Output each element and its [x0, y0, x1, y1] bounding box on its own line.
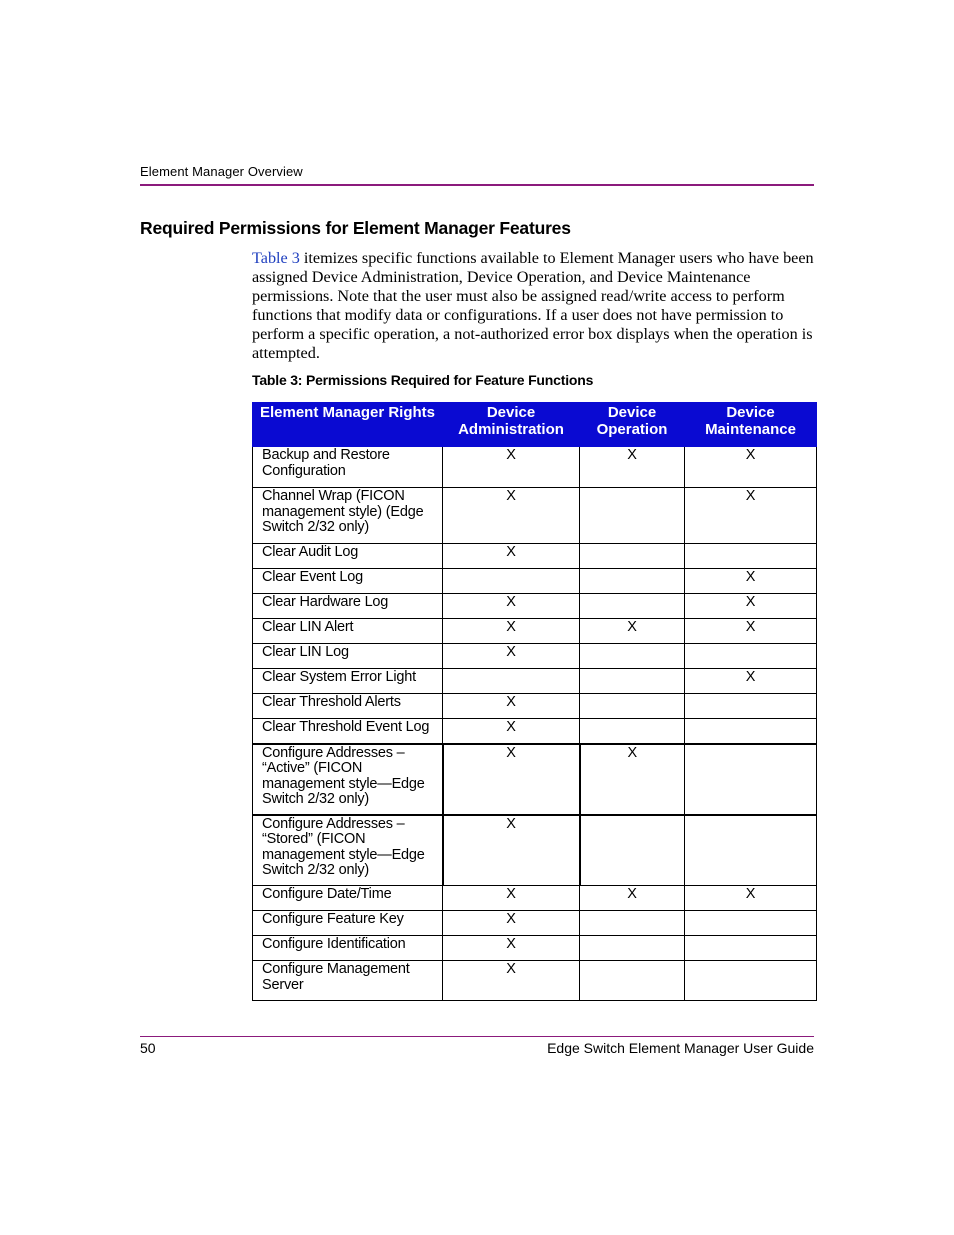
admin-cell: X	[443, 815, 580, 886]
admin-cell: X	[443, 447, 580, 488]
operation-cell: X	[580, 447, 685, 488]
maintenance-cell	[685, 911, 817, 936]
admin-cell: X	[443, 694, 580, 719]
table-row	[253, 569, 817, 594]
table-header-row	[253, 403, 817, 447]
header-maintenance: Device Maintenance	[685, 403, 817, 447]
table-3-link[interactable]: Table 3	[252, 249, 300, 267]
admin-cell: X	[443, 936, 580, 961]
table-caption: Table 3: Permissions Required for Feature Functions	[252, 372, 594, 388]
running-head: Element Manager Overview	[140, 164, 303, 179]
maintenance-cell	[685, 694, 817, 719]
permissions-table	[252, 402, 817, 1001]
maintenance-cell	[685, 936, 817, 961]
right-cell: Clear Event Log	[253, 569, 443, 594]
right-cell: Clear System Error Light	[253, 669, 443, 694]
intro-paragraph-text: itemizes specific functions available to Element Manager users who have been assigned Device Administration, Device Operation, and Device Maintenance permissions. Note that the user must also be assigned read/write access to perform functions that modify data or configurations. If a user does not have permission to perform a specific operation, a not-authorized error box displays when the operation is attempted.	[252, 249, 814, 362]
right-cell: Configure Feature Key	[253, 911, 443, 936]
table-row	[253, 694, 817, 719]
admin-cell	[443, 669, 580, 694]
right-cell: Configure Date/Time	[253, 886, 443, 911]
operation-cell	[580, 815, 685, 886]
guide-title: Edge Switch Element Manager User Guide	[547, 1040, 814, 1056]
maintenance-cell: X	[685, 619, 817, 644]
section-title: Required Permissions for Element Manager Features	[140, 218, 571, 238]
admin-cell: X	[443, 594, 580, 619]
operation-cell: X	[580, 744, 685, 815]
maintenance-cell: X	[685, 569, 817, 594]
header-operation: Device Operation	[580, 403, 685, 447]
table-row	[253, 619, 817, 644]
right-cell: Clear Threshold Alerts	[253, 694, 443, 719]
table-row	[253, 669, 817, 694]
operation-cell	[580, 594, 685, 619]
operation-cell	[580, 961, 685, 1001]
right-cell: Clear Hardware Log	[253, 594, 443, 619]
table-row	[253, 594, 817, 619]
right-cell: Channel Wrap (FICON management style) (Edge Switch 2/32 only)	[253, 488, 443, 544]
operation-cell	[580, 488, 685, 544]
header-rights: Element Manager Rights	[253, 403, 443, 447]
right-cell: Clear Threshold Event Log	[253, 719, 443, 744]
maintenance-cell: X	[685, 488, 817, 544]
operation-cell	[580, 936, 685, 961]
right-cell: Configure Addresses – “Stored” (FICON management style—Edge Switch 2/32 only)	[253, 815, 443, 886]
table-row	[253, 815, 817, 886]
table-row	[253, 644, 817, 669]
header-rule	[140, 184, 814, 186]
operation-cell	[580, 569, 685, 594]
operation-cell: X	[580, 619, 685, 644]
header-administration: Device Administration	[443, 403, 580, 447]
table-row	[253, 911, 817, 936]
maintenance-cell	[685, 644, 817, 669]
operation-cell: X	[580, 886, 685, 911]
table-row	[253, 961, 817, 1001]
operation-cell	[580, 644, 685, 669]
maintenance-cell	[685, 744, 817, 815]
admin-cell: X	[443, 488, 580, 544]
maintenance-cell: X	[685, 447, 817, 488]
table-row	[253, 936, 817, 961]
right-cell: Configure Identification	[253, 936, 443, 961]
table-row	[253, 886, 817, 911]
operation-cell	[580, 544, 685, 569]
right-cell: Clear LIN Alert	[253, 619, 443, 644]
maintenance-cell: X	[685, 594, 817, 619]
table-row	[253, 719, 817, 744]
page-number: 50	[140, 1040, 156, 1056]
admin-cell: X	[443, 719, 580, 744]
admin-cell: X	[443, 644, 580, 669]
admin-cell: X	[443, 911, 580, 936]
table-row	[253, 447, 817, 488]
intro-paragraph	[252, 249, 814, 362]
admin-cell: X	[443, 619, 580, 644]
maintenance-cell	[685, 719, 817, 744]
admin-cell: X	[443, 961, 580, 1001]
operation-cell	[580, 911, 685, 936]
operation-cell	[580, 694, 685, 719]
footer-rule	[140, 1036, 814, 1037]
maintenance-cell	[685, 544, 817, 569]
operation-cell	[580, 719, 685, 744]
table-row	[253, 744, 817, 815]
right-cell: Backup and Restore Configuration	[253, 447, 443, 488]
table-row	[253, 544, 817, 569]
admin-cell: X	[443, 886, 580, 911]
maintenance-cell	[685, 961, 817, 1001]
maintenance-cell	[685, 815, 817, 886]
right-cell: Clear LIN Log	[253, 644, 443, 669]
maintenance-cell: X	[685, 886, 817, 911]
admin-cell	[443, 569, 580, 594]
maintenance-cell: X	[685, 669, 817, 694]
right-cell: Clear Audit Log	[253, 544, 443, 569]
admin-cell: X	[443, 544, 580, 569]
admin-cell: X	[443, 744, 580, 815]
table-row	[253, 488, 817, 544]
right-cell: Configure Management Server	[253, 961, 443, 1001]
operation-cell	[580, 669, 685, 694]
right-cell: Configure Addresses – “Active” (FICON management style—Edge Switch 2/32 only)	[253, 744, 443, 815]
